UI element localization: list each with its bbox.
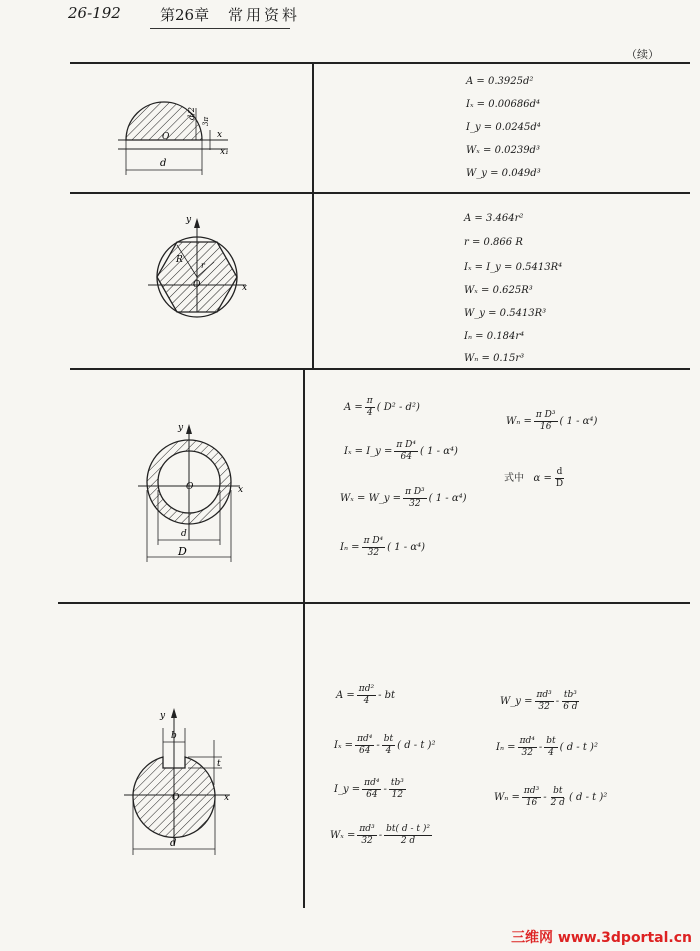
keyed-shaft-figure <box>124 708 230 855</box>
annulus-label-x: x <box>238 485 244 495</box>
r2-formula-Wy: W_y = 0.5413R³ <box>464 308 547 319</box>
r3-formula-A: A = $\frac{\pi}{4}$ ( D² - d²) <box>344 396 420 418</box>
chapter-title: 常用资料 <box>228 6 301 24</box>
semicircle-label-o: O <box>162 132 170 142</box>
chapter-number: 第26章 <box>160 6 210 24</box>
r3-formula-Ix: Iₓ = I_y = $\frac{\text{π D⁴}}{64}$ ( 1 - α⁴) <box>344 440 458 462</box>
r2-formula-Wn: Wₙ = 0.15r³ <box>464 353 525 364</box>
r4-formula-Wn: Wₙ = $\frac{\text{πd³}}{16}$ - $\frac{bt}{2 d}$ ( d - t )² <box>494 786 608 808</box>
shaft-label-o: O <box>172 793 180 803</box>
r1-formula-A: A = 0.3925d² <box>466 76 534 87</box>
shaft-label-t: t <box>217 759 221 769</box>
semicircle-label-h2: 3π <box>202 116 210 126</box>
hexagon-label-y: y <box>186 215 192 225</box>
hexagon-label-o: O <box>193 280 201 290</box>
r1-formula-Wy: W_y = 0.049d³ <box>466 168 541 179</box>
semicircle-label-d: d <box>160 158 167 169</box>
r2-formula-Ix: Iₓ = I_y = 0.5413R⁴ <box>464 262 563 273</box>
r2-formula-In: Iₙ = 0.184r⁴ <box>464 331 525 342</box>
r1-formula-Wx: Wₓ = 0.0239d³ <box>466 145 540 156</box>
r4-formula-Wx: Wₓ = $\frac{\text{πd³}}{32}$ - $\frac{\text{bt( d - t )²}}{2 d}$ <box>330 824 430 846</box>
r1-formula-Iy: I_y = 0.0245d⁴ <box>466 122 541 133</box>
hexagon-label-x: x <box>242 283 248 293</box>
shaft-label-d: d <box>170 838 177 849</box>
r4-formula-A: A = $\frac{\text{πd²}}{4}$ - bt <box>336 684 396 706</box>
r3-formula-Wx: Wₓ = W_y = $\frac{\text{π D³}}{32}$ ( 1 - α⁴) <box>340 487 467 509</box>
shaft-label-y: y <box>160 711 166 721</box>
r3-formula-Wn: Wₙ = $\frac{\text{π D³}}{16}$ ( 1 - α⁴) <box>506 410 598 432</box>
annulus-label-D: D <box>178 545 187 558</box>
semicircle-label-x1: x₁ <box>220 147 229 157</box>
r4-formula-Iy: I_y = $\frac{\text{πd⁴}}{64}$ - $\frac{\text{tb³}}{12}$ <box>334 778 404 800</box>
r2-formula-Wx: Wₓ = 0.625R³ <box>464 285 533 296</box>
semicircle-label-h1: d/2 <box>187 107 196 120</box>
hexagon-label-R: R <box>176 255 183 265</box>
r3-formula-where: 式中 α = $\frac{d}{D}$ <box>504 467 564 489</box>
watermark: 三维网 www.3dportal.cn <box>511 930 692 946</box>
annulus-label-y: y <box>178 423 184 433</box>
semicircle-label-x: x <box>217 130 223 140</box>
r3-formula-In: Iₙ = $\frac{\text{π D⁴}}{32}$ ( 1 - α⁴) <box>340 536 426 558</box>
hexagon-figure <box>148 218 246 317</box>
hexagon-label-r: r <box>201 261 205 270</box>
r1-formula-Ix: Iₓ = 0.00686d⁴ <box>466 99 540 110</box>
r4-formula-Ix: Iₓ = $\frac{\text{πd⁴}}{64}$ - $\frac{bt}{4}$ ( d - t )² <box>334 734 436 756</box>
shaft-label-x: x <box>224 793 230 803</box>
semicircle-figure <box>118 102 228 175</box>
shaft-label-b: b <box>171 731 177 741</box>
continued-label: （续） <box>626 48 659 61</box>
r4-formula-Wy: W_y = $\frac{\text{πd³}}{32}$ - $\frac{\text{tb³}}{6 d}$ <box>500 690 578 712</box>
r4-formula-In: Iₙ = $\frac{\text{πd⁴}}{32}$ - $\frac{bt}{4}$ ( d - t )² <box>496 736 598 758</box>
annulus-label-o: O <box>186 482 194 492</box>
r2-formula-r: r = 0.866 R <box>464 237 523 248</box>
page-number: 26-192 <box>68 4 121 22</box>
r2-formula-A: A = 3.464r² <box>464 213 524 224</box>
annulus-label-d: d <box>181 529 187 539</box>
annulus-figure <box>138 424 240 562</box>
